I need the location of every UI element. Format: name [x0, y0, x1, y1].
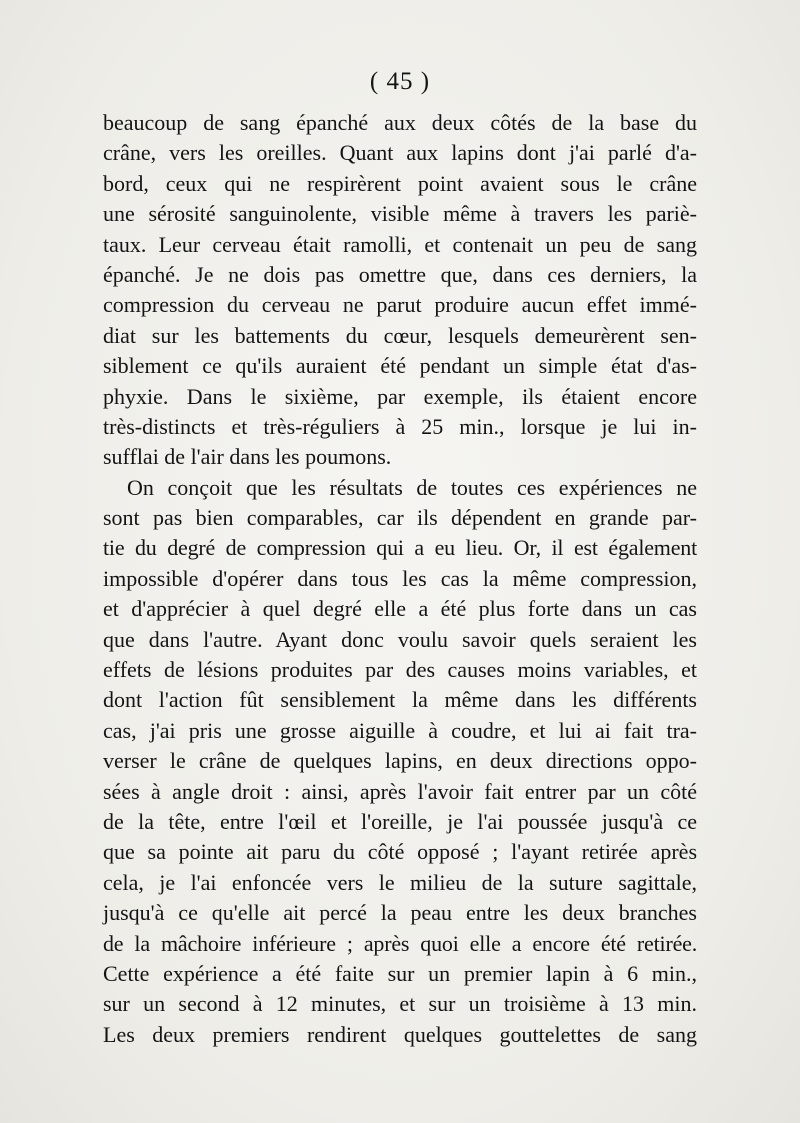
text-line: impossible d'opérer dans tous les cas la même compression, [103, 565, 697, 591]
text-line: crâne, vers les oreilles. Quant aux lapins dont j'ai parlé d'a- [103, 140, 697, 166]
text-line: que sa pointe ait paru du côté opposé ; l'ayant retirée après [103, 839, 697, 865]
text-line: bord, ceux qui ne respirèrent point avaient sous le crâne [103, 170, 697, 196]
text-line: taux. Leur cerveau était ramolli, et contenait un peu de sang [103, 231, 697, 257]
text-line: de la mâchoire inférieure ; après quoi elle a encore été retirée. [103, 930, 697, 956]
text-line: que dans l'autre. Ayant donc voulu savoir quels seraient les [103, 626, 697, 652]
text-line: tie du degré de compression qui a eu lieu. Or, il est également [103, 535, 697, 561]
text-line: verser le crâne de quelques lapins, en deux directions oppo- [103, 748, 697, 774]
text-line: compression du cerveau ne parut produire aucun effet immé- [103, 292, 697, 318]
text-line: dont l'action fût sensiblement la même dans les différents [103, 687, 697, 713]
text-line: jusqu'à ce qu'elle ait percé la peau entre les deux branches [103, 900, 697, 926]
paragraph-end-line: sufflai de l'air dans les poumons. [103, 444, 392, 470]
text-line: et d'apprécier à quel degré elle a été plus forte dans un cas [103, 596, 697, 622]
text-line: sées à angle droit : ainsi, après l'avoir fait entrer par un côté [103, 778, 697, 804]
text-line: cas, j'ai pris une grosse aiguille à coudre, et lui ai fait tra- [103, 717, 697, 743]
text-line: de la tête, entre l'œil et l'oreille, je l'ai poussée jusqu'à ce [103, 808, 697, 834]
text-line: Les deux premiers rendirent quelques gouttelettes de sang [103, 1021, 697, 1047]
page-number: ( 45 ) [369, 68, 431, 95]
text-line: siblement ce qu'ils auraient été pendant un simple état d'as- [103, 353, 697, 379]
text-line: cela, je l'ai enfoncée vers le milieu de la suture sagittale, [103, 869, 697, 895]
text-line: très-distincts et très-réguliers à 25 min., lorsque je lui in- [103, 413, 697, 439]
text-line: épanché. Je ne dois pas omettre que, dans ces derniers, la [103, 261, 697, 287]
text-line: diat sur les battements du cœur, lesquels demeurèrent sen- [103, 322, 697, 348]
text-line: Cette expérience a été faite sur un premier lapin à 6 min., [103, 960, 697, 986]
text-line: sur un second à 12 minutes, et sur un troisième à 13 min. [103, 991, 697, 1017]
text-line: une sérosité sanguinolente, visible même à travers les pariè- [103, 201, 697, 227]
text-line: phyxie. Dans le sixième, par exemple, ils étaient encore [103, 383, 697, 409]
text-line: beaucoup de sang épanché aux deux côtés de la base du [103, 110, 697, 135]
text-line: effets de lésions produites par des causes moins variables, et [103, 657, 697, 683]
text-line: sont pas bien comparables, car ils dépendent en grande par- [103, 505, 697, 531]
paragraph-first-line: On conçoit que les résultats de toutes ces expériences ne [127, 474, 697, 500]
body-text [103, 108, 697, 1050]
